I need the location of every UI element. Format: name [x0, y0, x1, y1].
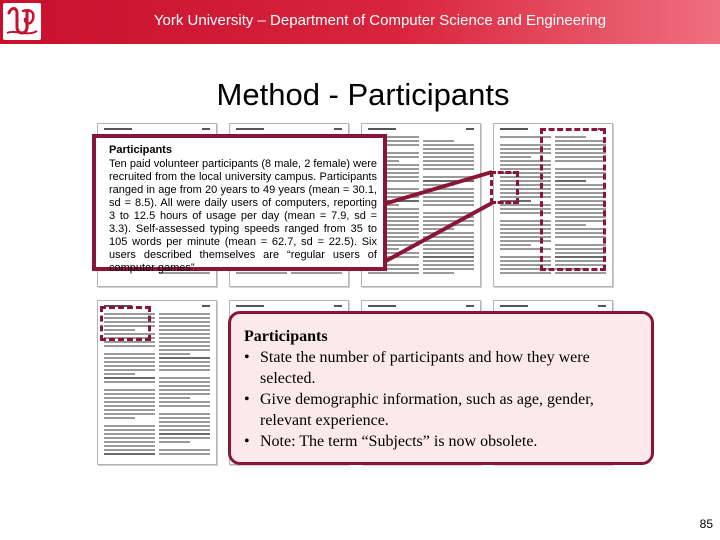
- participants-callout: [228, 311, 654, 465]
- excerpt-heading: Participants: [109, 144, 172, 156]
- header-title: York University – Department of Computer Science and Engineering: [153, 12, 607, 29]
- participants-excerpt: [92, 134, 387, 274]
- excerpt-text: Ten paid volunteer participants (8 male, 2 female) were recruited from the local university campus. Participants ranged in age from 20 years to 49 years (mean = 30.1, sd = 8.5). All were daily users of computers, reporting 3 to 12.5 hours of usage per day (mean = 7.9, sd = 3.3). Self-assessed typing speeds ranged from 35 to 105 words per minute (mean = 62.7, sd = 22.5). Six users described themselves are “regular users of computer games”.: [109, 158, 377, 274]
- bullet-icon: •: [244, 391, 250, 408]
- page-number: 85: [699, 517, 713, 531]
- callout-item: • Note: The term “Subjects” is now obsolete.: [244, 433, 538, 450]
- bullet-icon: •: [244, 349, 250, 366]
- callout-list: [244, 347, 641, 452]
- bullet-icon: •: [244, 433, 250, 450]
- callout-item: • State the number of participants and how they were selected.: [244, 349, 590, 387]
- callout-title: Participants: [244, 328, 328, 345]
- slide-title: Method - Participants: [216, 77, 510, 112]
- callout-item: • Give demographic information, such as age, gender, relevant experience.: [244, 391, 594, 429]
